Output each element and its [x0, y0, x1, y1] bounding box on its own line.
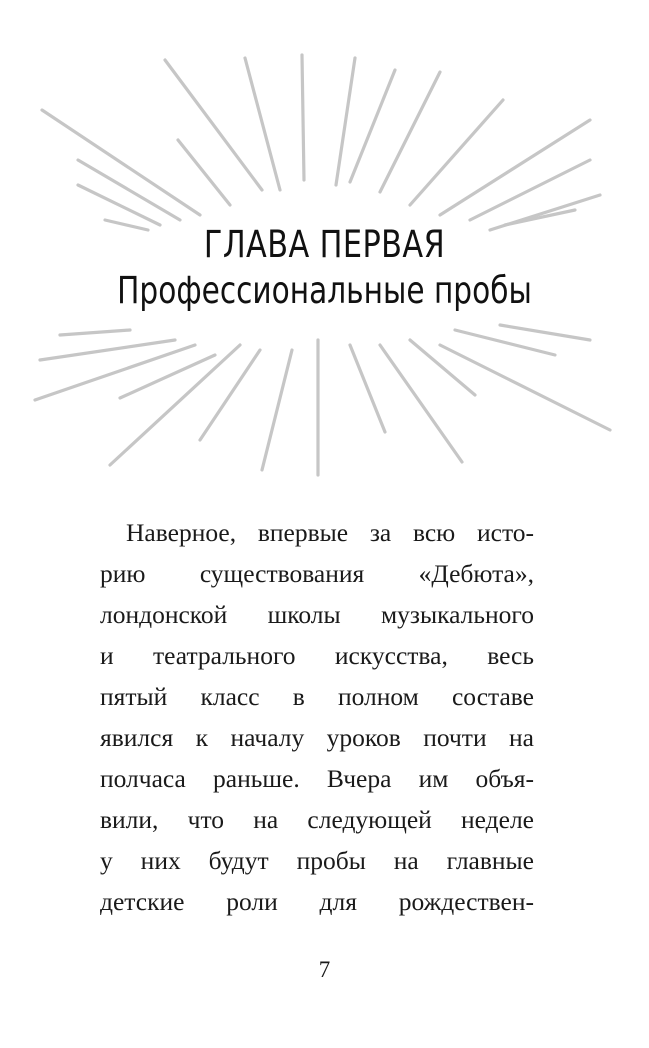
sunburst-ray: [245, 58, 280, 190]
body-paragraph: [100, 512, 534, 922]
sunburst-ray: [350, 70, 395, 182]
body-line: вили, что на следующей неделе: [100, 805, 534, 834]
chapter-heading: [0, 222, 649, 314]
body-line: Наверное, впервые за всю исто-: [126, 518, 534, 547]
body-line: пятый класс в полном составе: [100, 682, 534, 711]
sunburst-ray: [200, 350, 260, 440]
sunburst-ray: [78, 185, 160, 225]
sunburst-ray: [262, 350, 292, 470]
sunburst-ray: [165, 60, 262, 190]
body-line: рию существования «Дебюта»,: [100, 559, 534, 588]
body-line: детские роли для рождествен-: [100, 887, 534, 916]
chapter-title: Профессиональные пробы: [117, 269, 532, 312]
sunburst-ray: [380, 72, 440, 192]
body-line: и театрального искусства, весь: [100, 641, 534, 670]
sunburst-ray: [410, 100, 503, 205]
sunburst-ray: [35, 345, 195, 400]
sunburst-ray: [40, 340, 175, 360]
sunburst-ray: [410, 340, 475, 395]
sunburst-ray: [42, 110, 200, 215]
sunburst-ray: [380, 345, 462, 462]
body-line: явился к началу уроков почти на: [100, 723, 534, 752]
body-line: у них будут пробы на главные: [100, 846, 534, 875]
sunburst-ray: [178, 140, 230, 205]
sunburst-ray: [120, 355, 215, 398]
sunburst-ray: [440, 120, 590, 215]
sunburst-ray: [60, 330, 130, 335]
sunburst-ray: [110, 345, 240, 465]
sunburst-ray: [455, 330, 555, 355]
chapter-number: ГЛАВА ПЕРВАЯ: [203, 223, 446, 266]
sunburst-ray: [336, 58, 355, 185]
sunburst-ray: [302, 55, 304, 180]
body-line: лондонской школы музыкального: [100, 600, 534, 629]
sunburst-ray: [350, 345, 385, 432]
sunburst-ray: [500, 325, 590, 340]
page-number: 7: [318, 957, 331, 982]
body-line: полчаса раньше. Вчера им объя-: [100, 764, 534, 793]
